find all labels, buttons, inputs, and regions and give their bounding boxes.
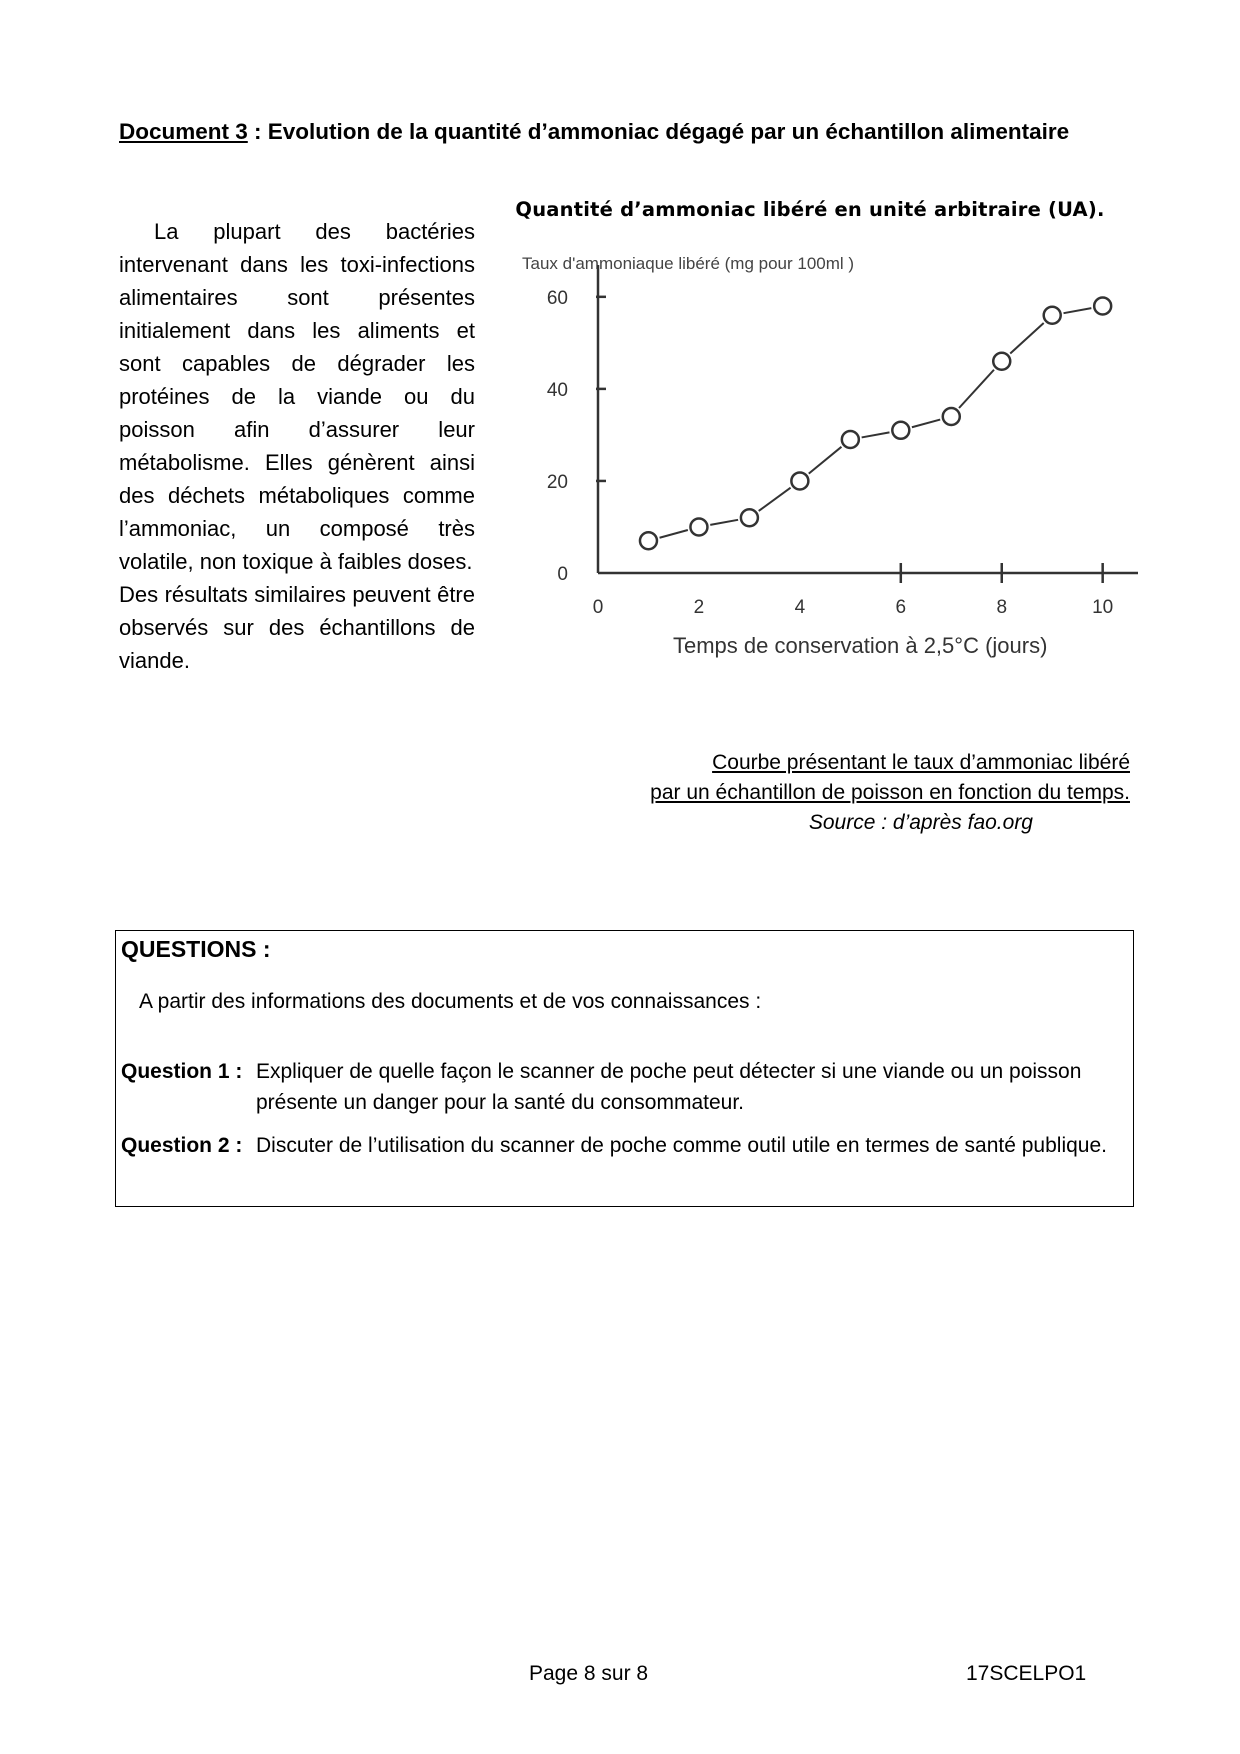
chart-series <box>640 298 1111 550</box>
data-point <box>1044 307 1061 324</box>
series-segment <box>759 488 791 511</box>
chart-x-axis-label: Temps de conservation à 2,5°C (jours) <box>673 633 1048 658</box>
data-point <box>640 532 657 549</box>
series-segment <box>862 432 890 437</box>
y-tick-label: 20 <box>546 471 568 493</box>
data-point <box>1094 298 1111 315</box>
intro-paragraph-2: Des résultats similaires peuvent être observés sur des échantillons de viande. <box>119 582 475 673</box>
x-tick-label: 10 <box>1092 597 1114 618</box>
series-segment <box>959 370 994 408</box>
question-1-label: Question 1 : <box>121 1060 243 1083</box>
data-point <box>791 472 808 489</box>
questions-title: QUESTIONS : <box>121 936 271 962</box>
question-2 <box>121 1132 1121 1160</box>
series-segment <box>1010 323 1043 354</box>
data-point <box>993 353 1010 370</box>
question-1 <box>121 1056 1121 1118</box>
series-segment <box>912 420 940 428</box>
question-2-text: Discuter de l’utilisation du scanner de poche comme outil utile en termes de santé publique. <box>256 1134 1107 1157</box>
caption-line-2: par un échantillon de poisson en fonction du temps. <box>650 781 1130 804</box>
data-point <box>943 408 960 425</box>
chart-y-axis-label: Taux d'ammoniaque libéré (mg pour 100ml ) <box>522 254 855 273</box>
caption-line-1: Courbe présentant le taux d’ammoniac libéré <box>712 751 1130 774</box>
figure-caption <box>560 748 1130 838</box>
document-code: 17SCELPO1 <box>966 1662 1087 1685</box>
series-segment <box>809 447 842 474</box>
caption-source: Source : d’après fao.org <box>808 811 1033 834</box>
questions-box <box>115 930 1134 1207</box>
chart-svg <box>518 240 1138 680</box>
y-tick-label: 0 <box>557 564 568 585</box>
data-point <box>690 518 707 535</box>
document-title-text: : Evolution de la quantité d’ammoniac dégagé par un échantillon alimentaire <box>247 119 1070 144</box>
x-tick-label: 8 <box>996 597 1008 618</box>
y-tick-label: 40 <box>546 379 568 401</box>
ammonia-chart <box>518 240 1138 680</box>
series-segment <box>1064 308 1092 313</box>
data-point <box>741 509 758 526</box>
data-point <box>892 422 909 439</box>
document-title <box>119 116 1079 148</box>
data-point <box>842 431 859 448</box>
intro-paragraph-1: La plupart des bactéries intervenant dans les toxi-infections alimentaires sont présentes initialement dans les aliments et sont capables de dégrader les protéines de la viande ou du poisson afin d’assurer leur métabolisme. Elles génèrent ainsi des déchets métaboliques comme l’ammoniac, un composé très volatile, non toxique à faibles doses. <box>119 219 475 574</box>
intro-text <box>119 215 475 677</box>
page-number: Page 8 sur 8 <box>529 1662 649 1685</box>
x-tick-label: 0 <box>592 597 604 618</box>
questions-intro: A partir des informations des documents et de vos connaissances : <box>139 990 762 1013</box>
x-tick-label: 6 <box>895 597 907 618</box>
document-label: Document 3 <box>119 119 248 144</box>
series-segment <box>660 530 688 538</box>
series-segment <box>710 520 738 525</box>
question-1-text: Expliquer de quelle façon le scanner de poche peut détecter si une viande ou un poisson présente un danger pour la santé du consommateur. <box>256 1060 1082 1114</box>
chart-heading: Quantité d’ammoniac libéré en unité arbitraire (UA). <box>515 198 1105 221</box>
y-tick-label: 60 <box>546 287 568 309</box>
question-2-label: Question 2 : <box>121 1134 243 1157</box>
x-tick-label: 2 <box>693 597 705 618</box>
x-tick-label: 4 <box>794 597 806 618</box>
